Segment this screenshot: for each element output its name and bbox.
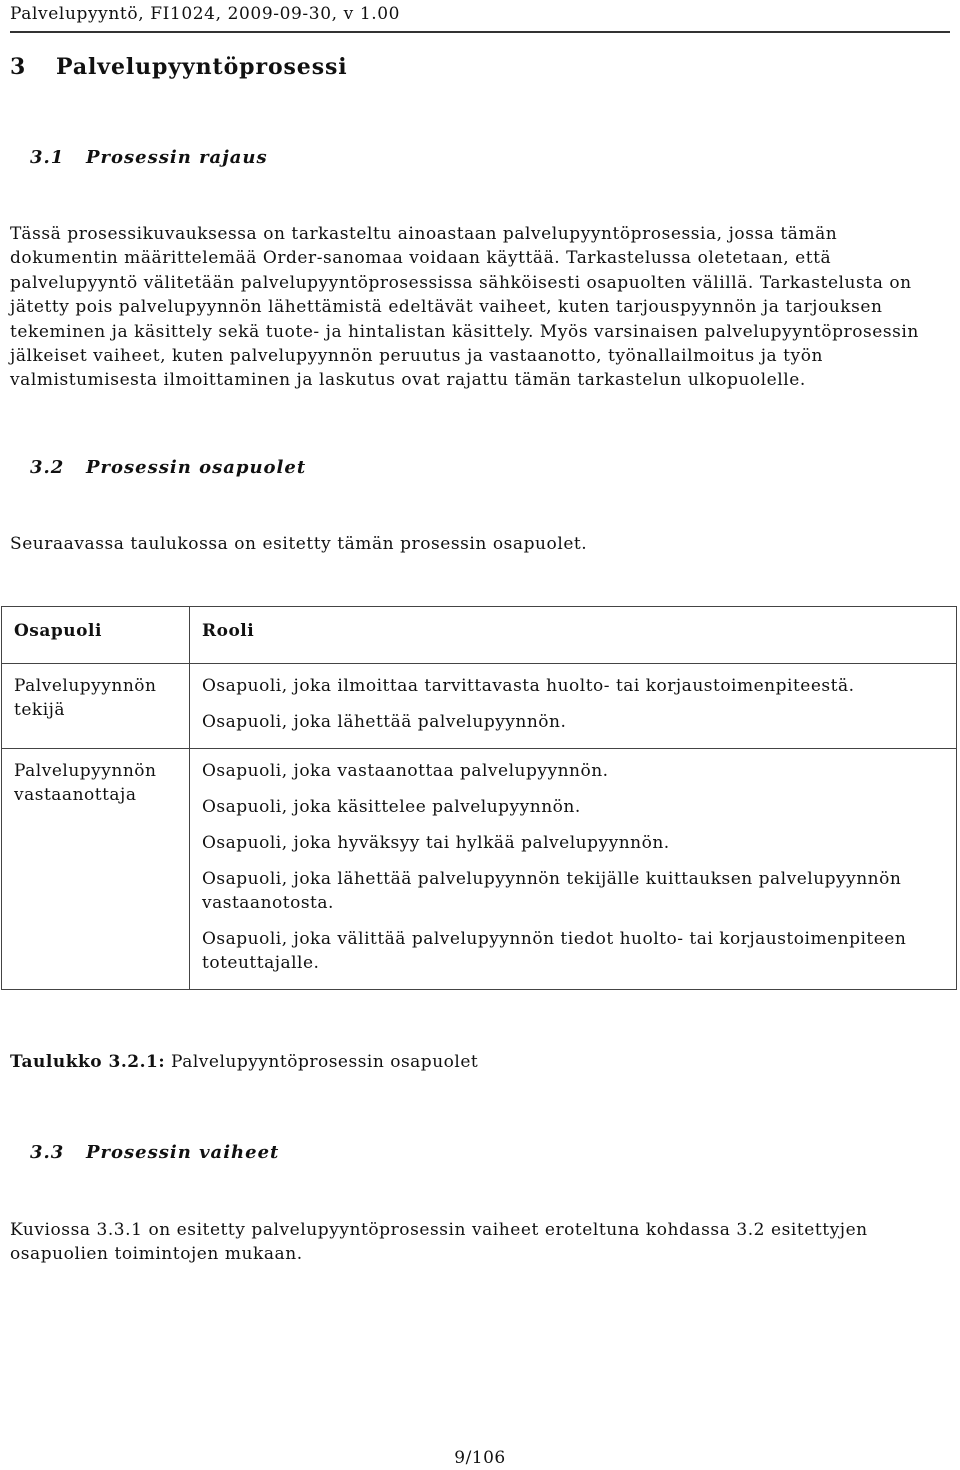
party-cell: Palvelupyynnön tekijä xyxy=(2,664,190,749)
section-3-1-paragraph: Tässä prosessikuvauksessa on tarkasteltu ainoastaan palvelupyyntöprosessia, jossa tämän dokumentin määrittelemää Order-sanomaa voidaan käyttää. Tarkastelussa oletetaan, että palvelupyyntö välitetään palvelupyyntöprosessissa sähköisesti osapuolten välillä. Tarkastelusta on jätetty pois palvelupyynnön lähettämistä edeltävät vaiheet, kuten tarjouspyynnön ja tarjouksen tekeminen ja käsittely sekä tuote- ja hintalistan käsittely. Myös varsinaisen palvelupyyntöprosessin jälkeiset vaiheet, kuten palvelupyynnön peruutus ja vastaanotto, työnallailmoitus ja työn valmistumisesta ilmoittaminen ja laskutus ovat rajattu tämän tarkastelun ulkopuolelle. xyxy=(10,224,919,391)
role-line: Osapuoli, joka hyväksyy tai hylkää palvelupyynnön. xyxy=(202,833,670,853)
party-cell: Palvelupyynnön vastaanottaja xyxy=(2,749,190,990)
roles-cell xyxy=(190,749,957,990)
caption-text: Palvelupyyntöprosessin osapuolet xyxy=(171,1052,479,1072)
running-header: Palvelupyyntö, FI1024, 2009-09-30, v 1.00 xyxy=(10,2,950,33)
section-3-2-paragraph: Seuraavassa taulukossa on esitetty tämän prosessin osapuolet. xyxy=(10,534,588,554)
column-header-role: Rooli xyxy=(190,607,957,664)
role-line: Osapuoli, joka välittää palvelupyynnön tiedot huolto- tai korjaustoimenpiteen toteuttajalle. xyxy=(202,929,907,973)
section-title: Prosessin vaiheet xyxy=(86,1142,280,1163)
role-line: Osapuoli, joka lähettää palvelupyynnön. xyxy=(202,712,567,732)
section-3-3-heading xyxy=(30,1142,279,1163)
caption-label: Taulukko 3.2.1: xyxy=(10,1052,166,1072)
section-number: 3 xyxy=(10,54,27,80)
column-header-party: Osapuoli xyxy=(2,607,190,664)
section-number: 3.2 xyxy=(30,457,65,478)
parties-table xyxy=(1,606,957,990)
table-row xyxy=(2,664,957,749)
table-caption xyxy=(10,1052,478,1072)
role-line: Osapuoli, joka käsittelee palvelupyynnön. xyxy=(202,797,581,817)
page-number: 9/106 xyxy=(454,1448,506,1468)
section-3-heading xyxy=(10,54,348,80)
section-title: Palvelupyyntöprosessi xyxy=(56,54,348,80)
section-title: Prosessin rajaus xyxy=(86,147,268,168)
section-number: 3.1 xyxy=(30,147,65,168)
table-header-row xyxy=(2,607,957,664)
table-row xyxy=(2,749,957,990)
role-line: Osapuoli, joka ilmoittaa tarvittavasta huolto- tai korjaustoimenpiteestä. xyxy=(202,676,855,696)
role-line: Osapuoli, joka vastaanottaa palvelupyynnön. xyxy=(202,761,609,781)
section-title: Prosessin osapuolet xyxy=(86,457,307,478)
section-3-1-heading xyxy=(30,147,268,168)
section-3-3-paragraph: Kuviossa 3.3.1 on esitetty palvelupyyntöprosessin vaiheet eroteltuna kohdassa 3.2 esitettyjen osapuolien toimintojen mukaan. xyxy=(10,1220,868,1265)
section-number: 3.3 xyxy=(30,1142,65,1163)
section-3-2-heading xyxy=(30,457,306,478)
roles-cell xyxy=(190,664,957,749)
role-line: Osapuoli, joka lähettää palvelupyynnön tekijälle kuittauksen palvelupyynnön vastaanotosta. xyxy=(202,869,902,913)
